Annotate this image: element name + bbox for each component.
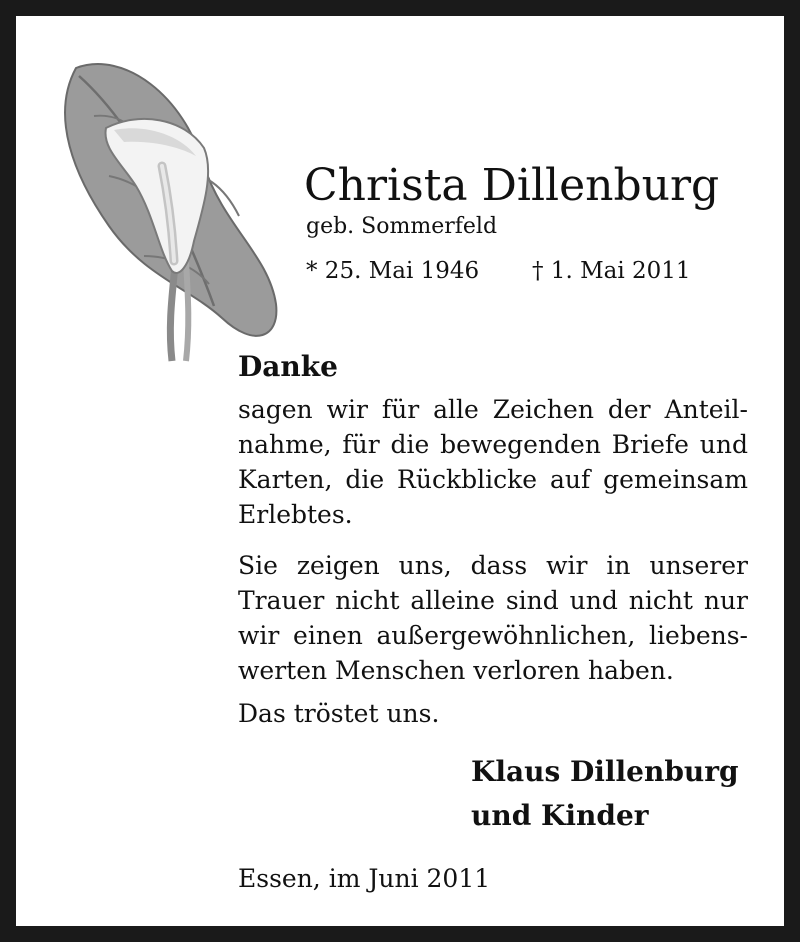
text-line: nahme, für die bewegenden Briefe und (238, 430, 748, 459)
text-line: Erlebtes. (238, 500, 353, 529)
death-date: † 1. Mai 2011 (532, 258, 691, 284)
calla-lily-icon (54, 56, 284, 366)
thanks-paragraph (238, 392, 748, 532)
maiden-name: geb. Sommerfeld (306, 214, 498, 239)
place-date: Essen, im Juni 2011 (238, 864, 491, 893)
signature-family: und Kinder (471, 799, 649, 832)
text-line: sagen wir für alle Zeichen der Anteil- (238, 395, 748, 424)
signature (471, 750, 739, 838)
text-line: Sie zeigen uns, dass wir in unserer (238, 551, 748, 580)
closing-line: Das tröstet uns. (238, 699, 440, 728)
birth-date: * 25. Mai 1946 (306, 258, 480, 284)
text-line: Trauer nicht alleine sind und nicht nur (238, 586, 748, 615)
life-dates (306, 258, 691, 284)
text-line: werten Menschen verloren haben. (238, 656, 674, 685)
thanks-heading: Danke (238, 350, 338, 383)
deceased-name: Christa Dillenburg (304, 160, 720, 211)
text-line: Karten, die Rückblicke auf gemeinsam (238, 465, 748, 494)
text-line: wir einen außergewöhnlichen, liebens- (238, 621, 748, 650)
signature-name: Klaus Dillenburg (471, 755, 739, 788)
comfort-paragraph (238, 548, 748, 688)
